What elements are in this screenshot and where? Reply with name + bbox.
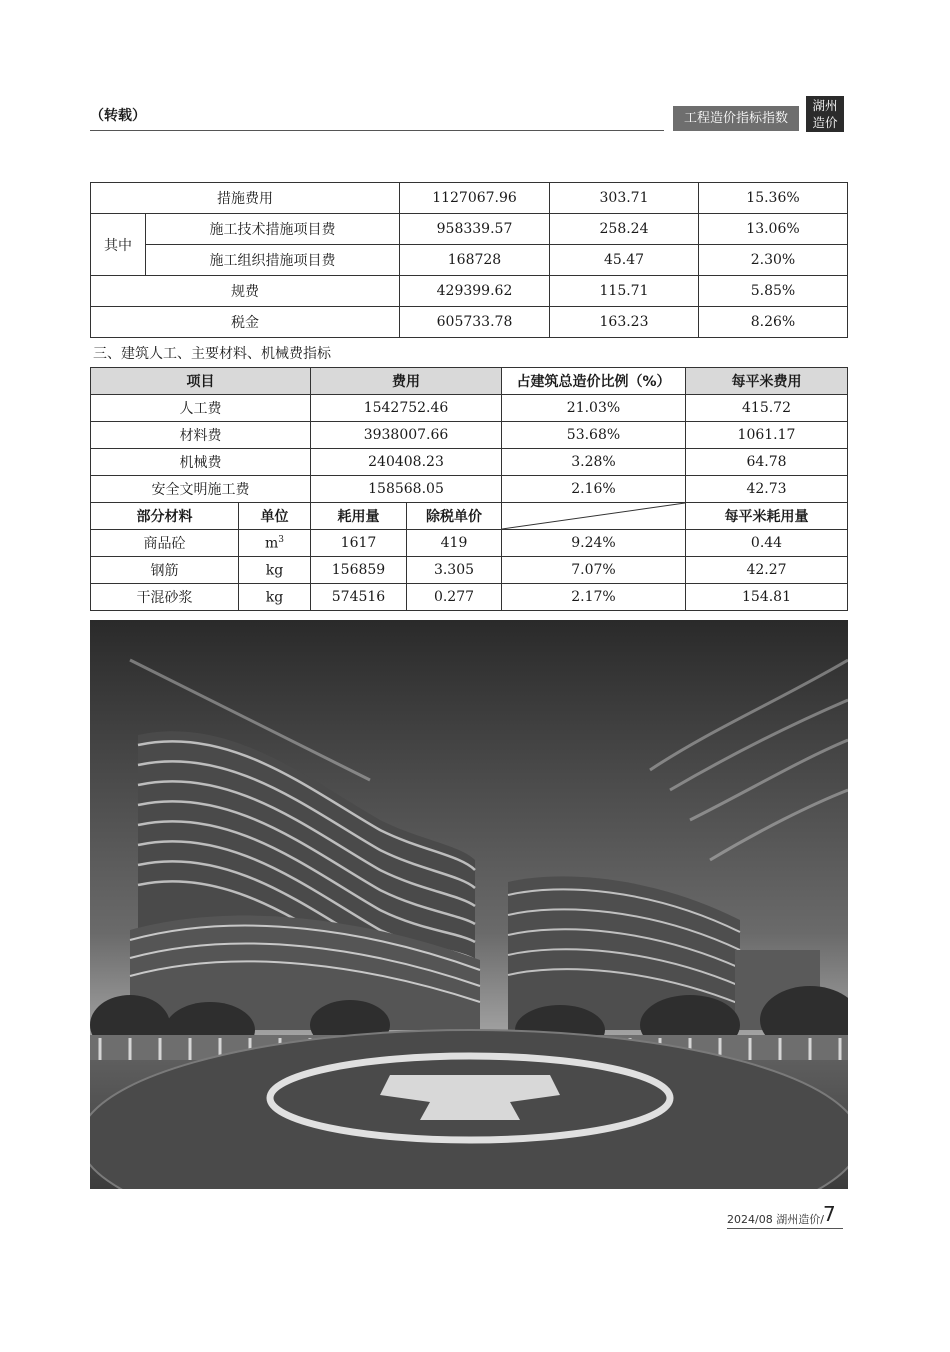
unit-base: kg [265,589,284,606]
ratio-cell: 2.17% [502,584,686,611]
table-header-row [91,368,848,395]
per-sqm-cell: 415.72 [686,395,848,422]
labor-material-machine-table [90,367,848,611]
ratio-cell: 8.26% [699,307,848,338]
row-label: 措施费用 [91,183,400,214]
hospital-building-illustration [90,620,848,1189]
table-row [91,245,848,276]
per-sqm-cell: 42.73 [686,476,848,503]
table-row [91,183,848,214]
header-unit: 单位 [239,503,311,530]
ratio-cell: 9.24% [502,530,686,557]
logo-line-2: 造价 [812,115,838,130]
amount-cell: 429399.62 [400,276,550,307]
material-cell: 干混砂浆 [91,584,239,611]
usage-cell: 156859 [311,557,407,584]
table-row [91,395,848,422]
ratio-cell: 21.03% [502,395,686,422]
cost-cell: 158568.05 [311,476,502,503]
row-label: 规费 [91,276,400,307]
header-material: 部分材料 [91,503,239,530]
item-cell: 机械费 [91,449,311,476]
cost-cell: 1542752.46 [311,395,502,422]
header-cost: 费用 [311,368,502,395]
price-cell: 419 [407,530,502,557]
per-sqm-cell: 303.71 [550,183,699,214]
table-row [91,422,848,449]
logo-line-1: 湖州 [812,98,838,113]
item-cell: 材料费 [91,422,311,449]
price-cell: 0.277 [407,584,502,611]
material-cell: 商品砼 [91,530,239,557]
per-sqm-cell: 1061.17 [686,422,848,449]
material-header-row [91,503,848,530]
amount-cell: 605733.78 [400,307,550,338]
ratio-cell: 53.68% [502,422,686,449]
material-cell: 钢筋 [91,557,239,584]
table-row [91,584,848,611]
per-sqm-cell: 163.23 [550,307,699,338]
item-cell: 人工费 [91,395,311,422]
ratio-cell: 7.07% [502,557,686,584]
diagonal-line [502,503,685,529]
table-row [91,476,848,503]
per-sqm-usage-cell: 154.81 [686,584,848,611]
amount-cell: 1127067.96 [400,183,550,214]
section-title: 三、建筑人工、主要材料、机械费指标 [93,346,331,362]
per-sqm-cell: 64.78 [686,449,848,476]
table-row [91,449,848,476]
header-ratio: 占建筑总造价比例（%） [502,368,686,395]
per-sqm-cell: 258.24 [550,214,699,245]
table-row [91,530,848,557]
magazine-logo [806,96,844,132]
footer-rule [727,1228,843,1229]
amount-cell: 168728 [400,245,550,276]
unit-cell [239,530,311,557]
usage-cell: 574516 [311,584,407,611]
footer-issue: 2024/08 湖州造价/ [727,1213,824,1226]
building-photo [90,620,848,1189]
per-sqm-cell: 115.71 [550,276,699,307]
cost-cell: 3938007.66 [311,422,502,449]
per-sqm-cell: 45.47 [550,245,699,276]
diagonal-empty-cell [502,503,686,530]
per-sqm-usage-cell: 0.44 [686,530,848,557]
unit-cell [239,584,311,611]
price-cell: 3.305 [407,557,502,584]
row-label: 税金 [91,307,400,338]
ratio-cell: 3.28% [502,449,686,476]
unit-superscript: 3 [278,534,284,545]
header-price: 除税单价 [407,503,502,530]
header-category-badge: 工程造价指标指数 [673,106,799,131]
header-per-sqm: 每平米费用 [686,368,848,395]
row-label: 施工组织措施项目费 [146,245,400,276]
row-label: 施工技术措施项目费 [146,214,400,245]
page-number: 7 [823,1202,836,1226]
header-per-sqm-usage: 每平米耗用量 [686,503,848,530]
measures-cost-table [90,182,848,338]
usage-cell: 1617 [311,530,407,557]
header-usage: 耗用量 [311,503,407,530]
ratio-cell: 5.85% [699,276,848,307]
table-row [91,214,848,245]
amount-cell: 958339.57 [400,214,550,245]
cost-cell: 240408.23 [311,449,502,476]
item-cell: 安全文明施工费 [91,476,311,503]
header-item: 项目 [91,368,311,395]
unit-cell [239,557,311,584]
per-sqm-usage-cell: 42.27 [686,557,848,584]
unit-base: m [264,535,279,552]
unit-base: kg [265,562,284,579]
ratio-cell: 2.16% [502,476,686,503]
ratio-cell: 15.36% [699,183,848,214]
table-row [91,276,848,307]
group-label: 其中 [91,214,146,276]
ratio-cell: 2.30% [699,245,848,276]
table-row [91,557,848,584]
table-row [91,307,848,338]
ratio-cell: 13.06% [699,214,848,245]
header-section-label: （转载） [90,106,664,131]
